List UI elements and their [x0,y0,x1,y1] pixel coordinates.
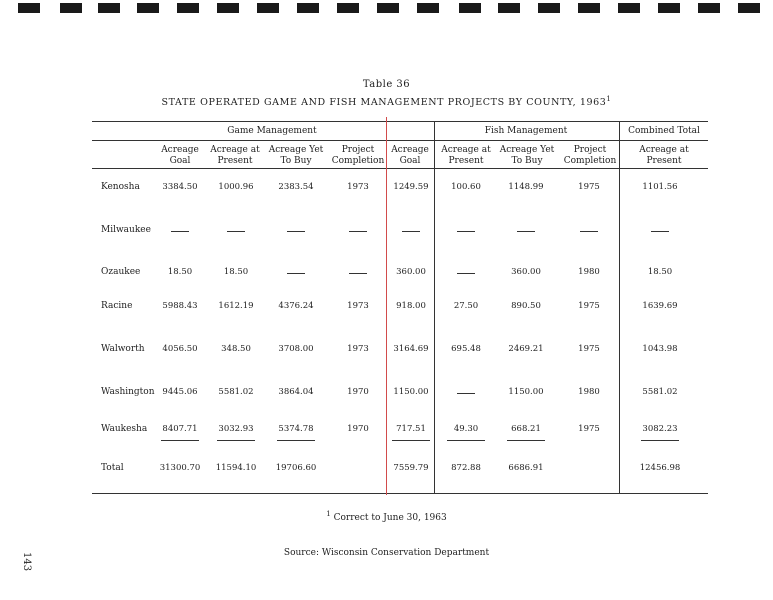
group-header-game: Game Management [227,126,317,136]
cell-game-goal: 9445.06 [162,387,198,397]
page-number: 143 [21,552,32,572]
col-header-line1: Acreage [161,145,199,155]
cell-fish-present: 100.60 [451,182,481,192]
cell-game-to-buy: 5374.78 [278,424,314,434]
cell-combined-present: 1639.69 [642,301,678,311]
empty-dash-game-present [227,231,245,232]
cell-game-present: 18.50 [223,267,249,277]
col-header-line2: Completion [563,156,617,166]
row-label-ozaukee: Ozaukee [101,267,141,277]
cell-game-goal: 31300.70 [159,463,201,473]
cell-combined-present: 5581.02 [642,387,678,397]
cell-fish-completion: 1975 [578,344,600,354]
cell-fish-completion: 1980 [578,387,600,397]
col-header-line1: Acreage Yet [499,145,555,155]
cell-fish-goal: 360.00 [396,267,426,277]
cell-fish-goal: 1150.00 [393,387,429,397]
cell-game-goal: 18.50 [167,267,193,277]
binding-hole [618,3,640,13]
binding-hole [658,3,680,13]
cell-fish-completion: 1975 [578,301,600,311]
cell-fish-to-buy: 360.00 [511,267,541,277]
binding-hole [297,3,319,13]
empty-dash-game-to-buy [287,231,305,232]
cell-combined-present: 12456.98 [639,463,681,473]
empty-dash-game-goal [171,231,189,232]
binding-hole [738,3,760,13]
col-header-line2: To Buy [511,156,543,166]
col-header-line1: Acreage at [639,145,689,155]
cell-game-completion: 1970 [347,387,369,397]
table-bottom-rule [92,493,708,494]
empty-dash-fish-present [457,393,475,394]
binding-hole [377,3,399,13]
cell-game-completion: 1970 [347,424,369,434]
binding-hole [98,3,120,13]
row-label-milwaukee: Milwaukee [101,225,151,235]
binding-hole [137,3,159,13]
cell-game-to-buy: 3708.00 [278,344,314,354]
column-header-rule [92,168,708,169]
cell-fish-goal: 717.51 [396,424,426,434]
empty-dash-game-completion [349,273,367,274]
binding-hole [177,3,199,13]
cell-game-goal: 5988.43 [162,301,198,311]
col-header-line1: Project [573,145,607,155]
table-top-rule [92,121,708,122]
row-label-kenosha: Kenosha [101,182,140,192]
sum-underline [447,440,485,441]
cell-fish-goal: 1249.59 [393,182,429,192]
cell-combined-present: 1101.56 [642,182,678,192]
col-header-combined-present [620,145,708,167]
binding-hole [18,3,40,13]
cell-fish-present: 872.88 [451,463,481,473]
group-header-fish: Fish Management [484,126,568,136]
col-header-line2: Present [448,156,484,166]
cell-fish-present: 49.30 [453,424,479,434]
cell-fish-goal: 918.00 [396,301,426,311]
table-title [0,95,773,108]
cell-fish-completion: 1975 [578,424,600,434]
cell-game-present: 5581.02 [218,387,254,397]
cell-game-to-buy: 3864.04 [278,387,314,397]
cell-combined-present: 3082.23 [642,424,678,434]
row-label-racine: Racine [101,301,133,311]
binding-hole [60,3,82,13]
col-header-line2: Present [646,156,682,166]
row-label-waukesha: Waukesha [101,424,148,434]
col-header-fish-acreage-goal [386,145,434,167]
binding-hole [578,3,600,13]
col-header-line1: Acreage at [210,145,260,155]
col-header-fish-acreage-to-buy [494,145,560,167]
col-header-game-completion [330,145,386,167]
col-header-line1: Acreage [391,145,429,155]
binding-hole [459,3,481,13]
col-header-line2: To Buy [280,156,312,166]
cell-fish-present: 27.50 [453,301,479,311]
binding-hole [538,3,560,13]
cell-fish-completion: 1975 [578,182,600,192]
empty-dash-fish-present [457,231,475,232]
empty-dash-fish-completion [580,231,598,232]
binding-hole [337,3,359,13]
row-label-walworth: Walworth [101,344,145,354]
cell-fish-completion: 1980 [578,267,600,277]
col-header-line1: Acreage Yet [268,145,324,155]
cell-game-present: 1000.96 [218,182,254,192]
table-title-text: STATE OPERATED GAME AND FISH MANAGEMENT PROJECTS BY COUNTY, 1963 [161,97,607,109]
cell-game-present: 3032.93 [218,424,254,434]
empty-dash-fish-present [457,273,475,274]
title-footnote-mark: 1 [606,95,612,103]
col-header-fish-completion [560,145,620,167]
empty-dash-fish-to-buy [517,231,535,232]
group-header-combined: Combined Total [628,126,700,136]
sum-underline [161,440,199,441]
sum-underline [641,440,679,441]
cell-game-completion: 1973 [347,182,369,192]
empty-dash-game-to-buy [287,273,305,274]
cell-game-completion: 1973 [347,344,369,354]
col-header-line2: Completion [331,156,385,166]
col-header-line2: Present [217,156,253,166]
cell-game-goal: 4056.50 [162,344,198,354]
cell-combined-present: 18.50 [647,267,673,277]
col-header-game-acreage-to-buy [262,145,330,167]
cell-fish-to-buy: 2469.21 [508,344,544,354]
row-label-total: Total [101,463,124,473]
binding-holes-strip [0,3,773,15]
cell-fish-to-buy: 668.21 [511,424,541,434]
cell-fish-to-buy: 6686.91 [508,463,544,473]
cell-fish-to-buy: 890.50 [511,301,541,311]
cell-game-to-buy: 4376.24 [278,301,314,311]
col-header-game-acreage-present [205,145,265,167]
empty-dash-combined-present [651,231,669,232]
cell-fish-goal: 3164.69 [393,344,429,354]
binding-hole [257,3,279,13]
cell-fish-to-buy: 1148.99 [508,182,544,192]
footnote-text: Correct to June 30, 1963 [333,513,447,523]
sum-underline [277,440,315,441]
cell-fish-present: 695.48 [451,344,481,354]
cell-game-to-buy: 19706.60 [275,463,317,473]
col-header-fish-acreage-present [436,145,496,167]
cell-game-goal: 3384.50 [162,182,198,192]
cell-game-completion: 1973 [347,301,369,311]
sum-underline [217,440,255,441]
cell-fish-to-buy: 1150.00 [508,387,544,397]
sum-underline [507,440,545,441]
binding-hole [698,3,720,13]
cell-game-present: 1612.19 [218,301,254,311]
sum-underline [392,440,430,441]
group-header-rule [92,140,708,141]
col-header-line1: Acreage at [441,145,491,155]
footnote [0,510,773,523]
col-header-game-acreage-goal [150,145,210,167]
binding-hole [217,3,239,13]
footnote-mark: 1 [326,510,331,518]
table-label: Table 36 [362,79,411,90]
empty-dash-fish-goal [402,231,420,232]
binding-hole [417,3,439,13]
col-header-line2: Goal [169,156,191,166]
empty-dash-game-completion [349,231,367,232]
cell-game-present: 348.50 [221,344,251,354]
cell-fish-goal: 7559.79 [393,463,429,473]
col-header-line2: Goal [399,156,421,166]
row-label-washington: Washington [101,387,155,397]
cell-game-to-buy: 2383.54 [278,182,314,192]
cell-combined-present: 1043.98 [642,344,678,354]
binding-hole [498,3,520,13]
cell-game-present: 11594.10 [215,463,257,473]
cell-game-goal: 8407.71 [162,424,198,434]
col-header-line1: Project [341,145,375,155]
source-note: Source: Wisconsin Conservation Department [283,548,490,558]
